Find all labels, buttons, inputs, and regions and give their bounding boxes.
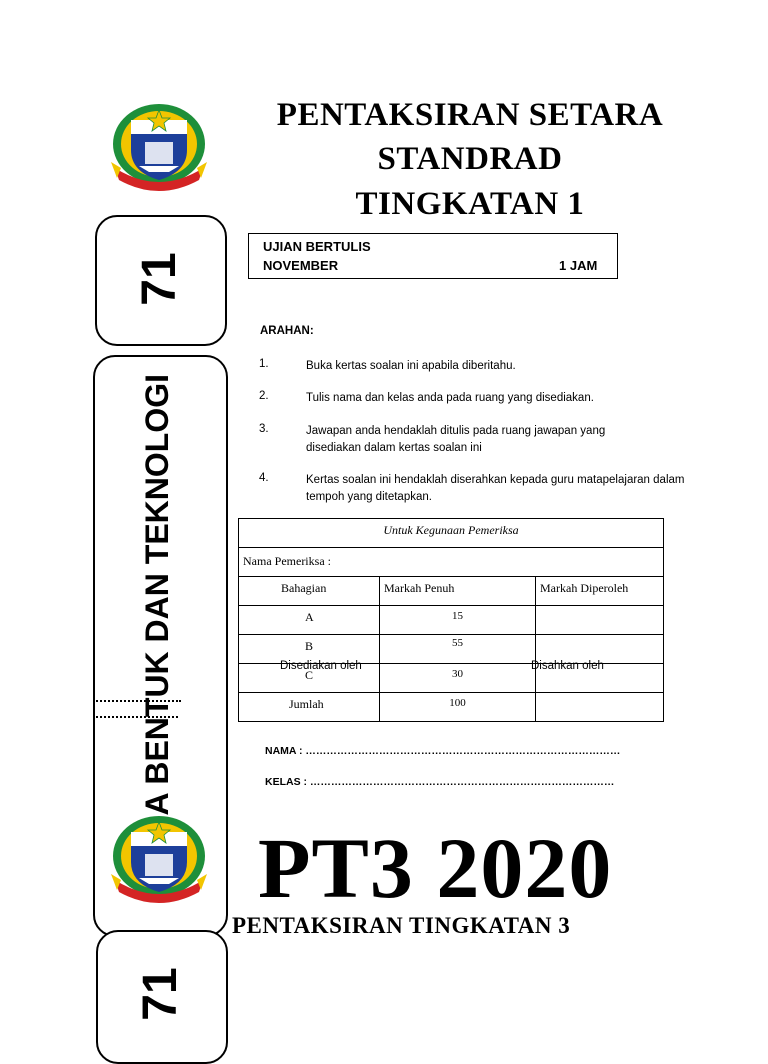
title-line-3: TINGKATAN 1 (355, 186, 585, 222)
instruction-text: Jawapan anda hendaklah ditulis pada ruang jawapan yang disediakan dalam kertas soalan ini (306, 425, 606, 454)
subject-code-box-bottom (96, 930, 228, 1064)
instruction-text: Kertas soalan ini hendaklah diserahkan kepada guru matapelajaran dalam tempoh yang ditetapkan. (306, 474, 685, 503)
school-logo (109, 814, 209, 904)
instructions-heading: ARAHAN: (260, 325, 314, 337)
examiner-name-field[interactable]: Nama Pemeriksa : (239, 548, 664, 577)
instruction-number: 1. (259, 358, 269, 370)
subject-code-bottom: 71 (134, 967, 187, 1021)
instruction-text: Buka kertas soalan ini apabila diberitahu. (306, 360, 516, 372)
verified-by-label: Disahkan oleh (531, 660, 604, 672)
instruction-text: Tulis nama dan kelas anda pada ruang yang disediakan. (306, 392, 594, 404)
title-line-1: PENTAKSIRAN SETARA (276, 97, 664, 133)
school-logo (109, 102, 209, 192)
exam-info-box (248, 233, 618, 279)
instruction-number: 3. (259, 423, 269, 435)
exam-month: NOVEMBER (263, 258, 339, 273)
section-cell: B (239, 635, 380, 664)
full-marks-cell: 55 (380, 635, 536, 664)
prepared-by-label: Disediakan oleh (280, 660, 362, 672)
section-cell: C (239, 664, 380, 693)
exam-paper: UJIAN BERTULIS (263, 239, 371, 254)
instruction-number: 4. (259, 472, 269, 484)
pt3-title: PT3 2020 (258, 820, 613, 916)
subject-code-top: 71 (133, 252, 186, 306)
exam-duration: 1 JAM (559, 258, 598, 273)
signature-line (93, 700, 181, 702)
section-cell: Jumlah (239, 693, 380, 722)
column-header: Markah Diperoleh (536, 577, 664, 606)
table-row (239, 606, 664, 635)
instruction-number: 2. (259, 390, 269, 402)
obtained-marks-cell[interactable] (536, 693, 664, 722)
column-header: Bahagian (239, 577, 380, 606)
signature-line (93, 716, 178, 718)
section-cell: A (239, 606, 380, 635)
student-name-field[interactable]: NAMA : ……………………………………………………………………………… (265, 745, 621, 757)
subject-code-box-top (95, 215, 227, 346)
subject-name: A BENTUK DAN TEKNOLOGI (139, 374, 175, 816)
column-header: Markah Penuh (380, 577, 536, 606)
student-class-field[interactable]: KELAS : …………………………………………………………………………… (265, 776, 615, 788)
examiner-table-caption: Untuk Kegunaan Pemeriksa (239, 519, 664, 548)
full-marks-cell: 30 (380, 664, 536, 693)
title-line-2: STANDRAD (377, 141, 563, 177)
full-marks-cell: 15 (380, 606, 536, 635)
full-marks-cell: 100 (380, 693, 536, 722)
examiner-table (238, 518, 664, 722)
pt3-subtitle: PENTAKSIRAN TINGKATAN 3 (232, 913, 571, 938)
obtained-marks-cell[interactable] (536, 606, 664, 635)
table-row (239, 693, 664, 722)
